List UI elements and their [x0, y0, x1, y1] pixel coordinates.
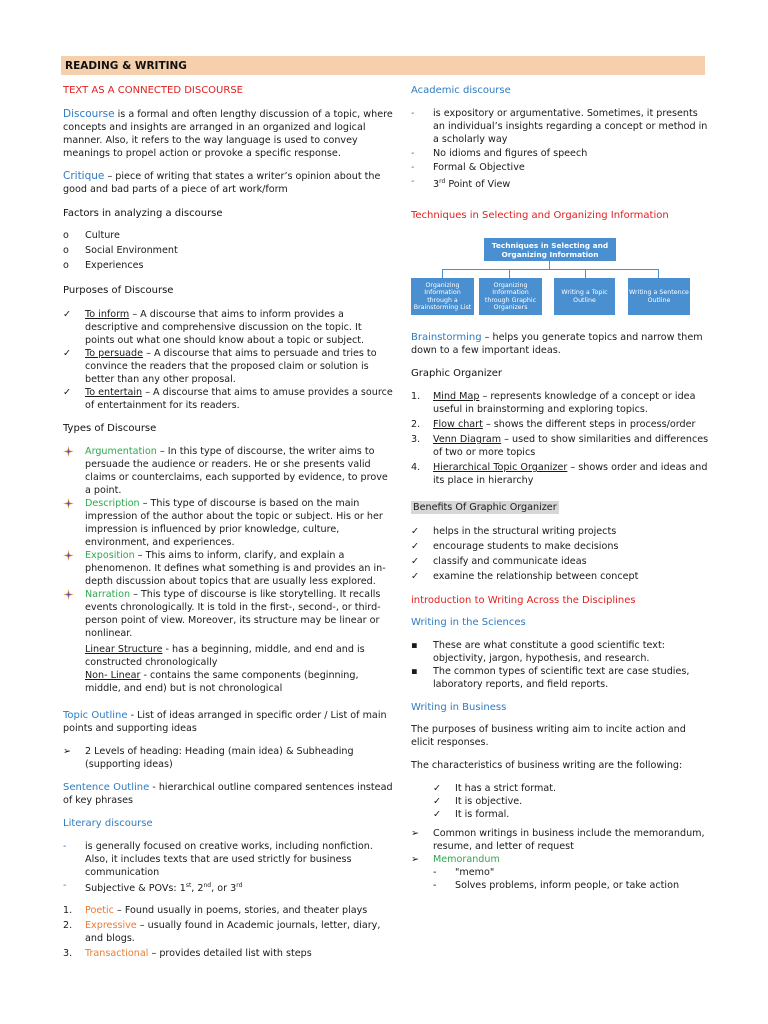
academic-list [411, 107, 711, 191]
dash-bullet-icon: - [411, 148, 415, 159]
list-item: ✓ It has a strict format. [433, 783, 557, 795]
list-item: ➢ 2 Levels of heading: Heading (main idea) & Subheading (supporting ideas) [63, 746, 354, 770]
diagram-box: Writing a Sentence Outline [628, 278, 690, 315]
diagram-connector [549, 261, 550, 269]
banner-title: READING & WRITING [65, 60, 187, 72]
checkmark-icon: ✓ [63, 387, 72, 398]
list-item: o Culture [63, 230, 120, 241]
dash-bullet-icon: - [433, 880, 437, 892]
topic-outline-paragraph: Topic Outline - List of ideas arranged in specific order / List of main points and supporting ideas [63, 710, 387, 734]
critique-paragraph: Critique – piece of writing that states a writer’s opinion about the good and bad parts of a piece of art work/form [63, 170, 381, 195]
list-item: ✓ To entertain – A discourse that aims to amuse provides a source of entertainment for its readers. [63, 387, 393, 411]
dash-bullet-icon: - [411, 176, 415, 187]
checkmark-icon: ✓ [63, 348, 72, 359]
compass-star-icon [63, 549, 81, 564]
diagram-connector [442, 269, 443, 278]
types-list [63, 445, 393, 695]
diagram-box: Organizing Information through Graphic Organizers [479, 278, 542, 315]
list-item: - Formal & Objective [411, 162, 525, 173]
sciences-list [411, 639, 711, 691]
list-item: 3. Venn Diagram – used to show similarities and differences of two or more topics [411, 434, 709, 459]
graphic-title: Graphic Organizer [411, 368, 503, 380]
list-item: ✓ To inform – A discourse that aims to inform provides a descriptive and comprehensive discussion on the topic. It points out what one should know about a topic or subject. [63, 309, 365, 346]
square-bullet-icon: ▪ [411, 640, 418, 652]
list-item: Narration – This type of discourse is like storytelling. It recalls events chronologically. It is told in the first-, second-, or third-person point of view. Moreover, its structure may be linear or nonlinear. [63, 588, 393, 640]
diagram-box: Writing a Topic Outline [554, 278, 615, 315]
section-title: TEXT AS A CONNECTED DISCOURSE [63, 85, 243, 96]
arrow-bullet-icon: ➢ [411, 854, 420, 866]
dash-bullet-icon: - [411, 108, 415, 119]
dash-bullet-icon: - [433, 867, 437, 879]
linear-structure: Linear Structure - has a beginning, middle, and end and is constructed chronologically [85, 644, 365, 668]
square-bullet-icon: ▪ [411, 666, 418, 678]
arrow-bullet-icon: ➢ [411, 828, 420, 840]
academic-title: Academic discourse [411, 85, 511, 96]
dash-bullet-icon: - [63, 841, 67, 852]
diagram-connector [509, 269, 510, 278]
discourse-term: Discourse [63, 108, 115, 120]
business-purpose: The purposes of business writing aim to incite action and elicit responses. [411, 724, 686, 749]
purposes-title: Purposes of Discourse [63, 285, 174, 296]
list-item: - Solves problems, inform people, or take action [433, 880, 680, 892]
factors-title: Factors in analyzing a discourse [63, 208, 223, 219]
checkmark-icon: ✓ [411, 556, 420, 568]
list-item: 1. Poetic – Found usually in poems, stories, and theater plays [63, 905, 368, 917]
techniques-diagram [411, 238, 711, 320]
business-characteristics-intro: The characteristics of business writing are the following: [411, 760, 683, 772]
circle-bullet-icon: o [63, 260, 69, 271]
checkmark-icon: ✓ [411, 526, 420, 538]
list-item: ✓ To persuade – A discourse that aims to persuade and tries to convince the readers that the proposed claim or solution is better than any other proposal. [63, 348, 377, 385]
compass-star-icon [63, 445, 81, 460]
brainstorming-paragraph: Brainstorming – helps you generate topics and narrow them down to a few important ideas. [411, 332, 703, 357]
list-item: - Subjective & POVs: 1st, 2nd, or 3rd [63, 880, 243, 895]
compass-star-icon [63, 588, 81, 603]
list-item: ✓ It is formal. [433, 809, 510, 821]
list-item: Argumentation – In this type of discourse, the writer aims to persuade the audience or readers. He or she presents valid claims or counterclaims, each supported by evidence, to prove a point. [63, 445, 393, 497]
checkmark-icon: ✓ [63, 309, 72, 320]
list-item: 3. Transactional – provides detailed list with steps [63, 948, 312, 960]
right-column [411, 84, 711, 892]
compass-star-icon [63, 497, 81, 512]
list-item: - 3rd Point of View [411, 176, 511, 191]
list-item: 2. Flow chart – shows the different steps in process/order [411, 419, 696, 431]
list-item [411, 853, 711, 866]
benefits-title: Benefits Of Graphic Organizer [413, 502, 557, 514]
checkmark-icon: ✓ [411, 541, 420, 553]
factors-list [63, 229, 393, 272]
literary-title: Literary discourse [63, 818, 153, 829]
checkmark-icon: ✓ [433, 796, 442, 808]
techniques-title: Techniques in Selecting and Organizing Information [411, 210, 669, 222]
list-item: - "memo" [433, 867, 495, 879]
list-item: ➢ Common writings in business include the memorandum, resume, and letter of request [411, 828, 705, 853]
diagram-connector [658, 269, 659, 278]
checkmark-icon: ✓ [411, 571, 420, 583]
diagram-top-box: Techniques in Selecting and Organizing Information [484, 238, 616, 261]
business-characteristics-list [411, 782, 711, 821]
list-item: ✓ encourage students to make decisions [411, 541, 619, 553]
literary-types-list [63, 904, 393, 960]
benefits-list [411, 525, 711, 583]
memo-list [411, 866, 711, 892]
sciences-title: Writing in the Sciences [411, 617, 526, 629]
purposes-list [63, 308, 393, 412]
graphic-list [411, 390, 711, 487]
arrow-bullet-icon: ➢ [63, 746, 72, 757]
list-item: ✓ examine the relationship between concept [411, 571, 639, 583]
sentence-outline-paragraph: Sentence Outline - hierarchical outline compared sentences instead of key phrases [63, 782, 393, 806]
list-item: Exposition – This aims to inform, clarify, and explain a phenomenon. It defines what something is and provides an in-depth discussion about topics that are usually less explored. [63, 549, 393, 588]
list-item: ✓ It is objective. [433, 796, 523, 808]
literary-list [63, 840, 393, 895]
business-title: Writing in Business [411, 702, 507, 714]
list-item: - is generally focused on creative works, including nonfiction. Also, it includes texts that are used strictly for business communication [63, 841, 373, 878]
checkmark-icon: ✓ [433, 783, 442, 795]
list-item: - No idioms and figures of speech [411, 148, 588, 159]
list-item: Description – This type of discourse is based on the main impression of the author about the topic or subject. His or her impression is influenced by prior knowledge, culture, environment, and experiences. [63, 497, 393, 549]
diagram-connector [442, 269, 658, 270]
header-banner [61, 56, 705, 75]
left-column [63, 84, 393, 960]
list-item: ✓ classify and communicate ideas [411, 556, 587, 568]
dash-bullet-icon: - [411, 162, 415, 173]
checkmark-icon: ✓ [433, 809, 442, 821]
types-title: Types of Discourse [63, 423, 157, 434]
circle-bullet-icon: o [63, 245, 69, 256]
memorandum-title: Memorandum [433, 854, 500, 866]
list-item: o Social Environment [63, 245, 178, 256]
list-item: 2. Expressive – usually found in Academic journals, letter, diary, and blogs. [63, 920, 381, 945]
dash-bullet-icon: - [63, 880, 67, 891]
list-item: o Experiences [63, 260, 144, 271]
list-item: 1. Mind Map – represents knowledge of a concept or idea useful in brainstorming and exploring topics. [411, 391, 696, 416]
critique-term: Critique [63, 170, 105, 182]
nonlinear-structure: Non- Linear - contains the same components (beginning, middle, and end) but is not chronological [85, 670, 359, 694]
diagram-box: Organizing Information through a Brainstorming List [411, 278, 474, 315]
discourse-paragraph: Discourse is a formal and often lengthy discussion of a topic, where concepts and insights are arranged in an organized and logical manner. Also, it refers to the way language is used to convey meanings to propel action or provoke a specific response. [63, 108, 393, 159]
list-item: ▪ The common types of scientific text are case studies, laboratory reports, and field reports. [411, 666, 690, 691]
list-item: 4. Hierarchical Topic Organizer – shows order and ideas and its place in hierarchy [411, 462, 708, 487]
list-item: ✓ helps in the structural writing projects [411, 526, 617, 538]
list-item: - is expository or argumentative. Sometimes, it presents an individual’s insights regarding a concept or method in a scholarly way [411, 108, 708, 145]
diagram-connector [585, 269, 586, 278]
list-item: ▪ These are what constitute a good scientific text: objectivity, jargon, hypothesis, and research. [411, 640, 665, 665]
circle-bullet-icon: o [63, 230, 69, 241]
intro-title: introduction to Writing Across the Disciplines [411, 595, 636, 607]
